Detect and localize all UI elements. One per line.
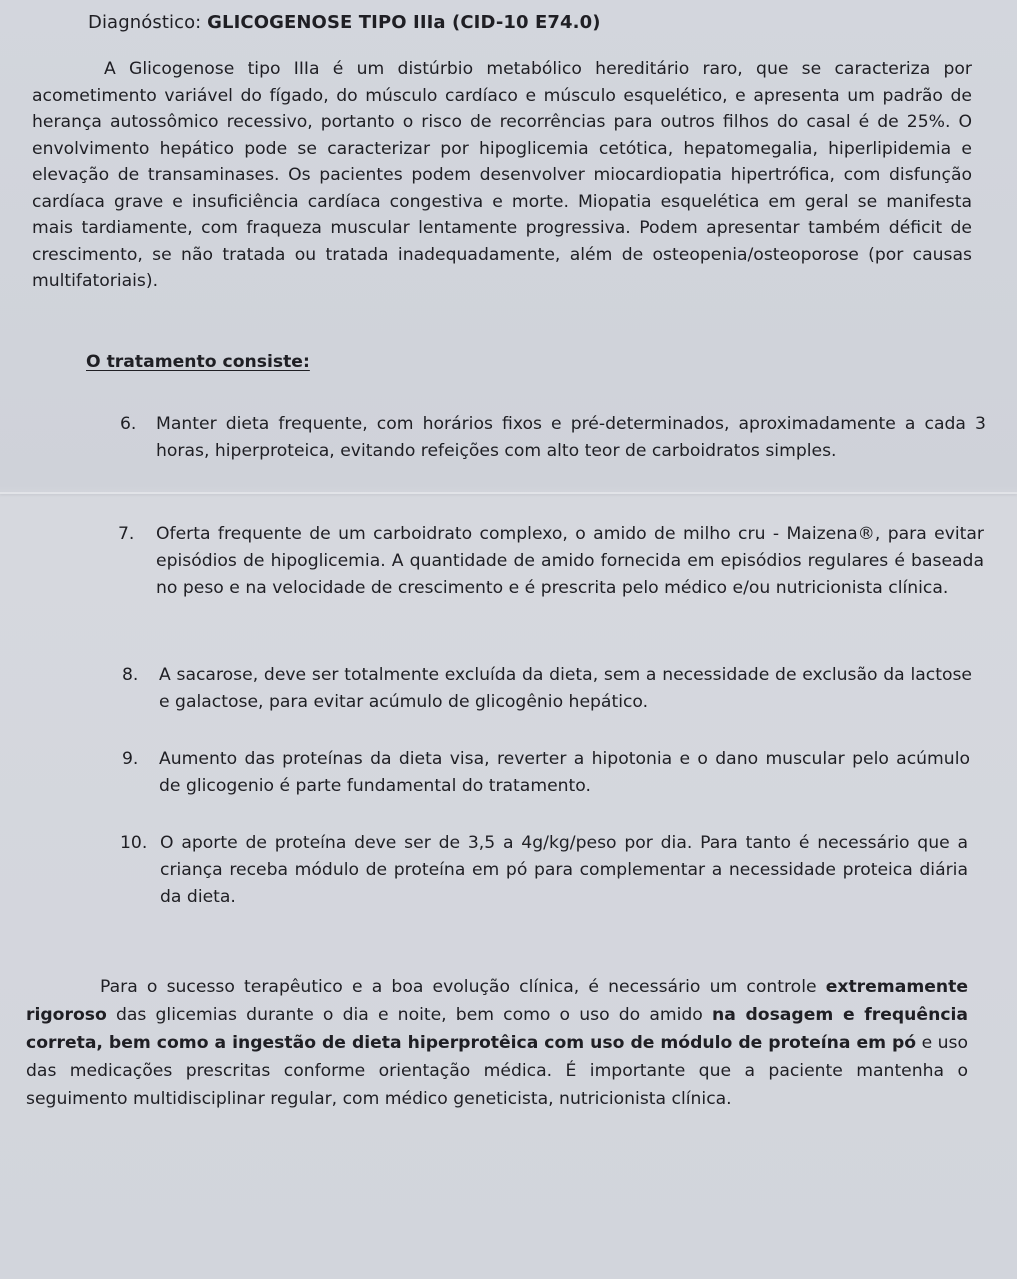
item-number: 6. <box>120 414 137 434</box>
item-number: 9. <box>122 749 139 769</box>
closing-paragraph <box>26 973 968 1113</box>
closing-text-1: Para o sucesso terapêutico e a boa evolução clínica, é necessário um controle <box>100 977 826 997</box>
item-number: 8. <box>122 665 139 685</box>
intro-paragraph: A Glicogenose tipo IIIa é um distúrbio metabólico hereditário raro, que se caracteriza por acometimento variável do fígado, do músculo cardíaco e músculo esquelético, e apresenta um padrão de herança autossômico recessivo, portanto o risco de recorrências para outros filhos do casal é de 25%. O envolvimento hepático pode se caracterizar por hipoglicemia cetótica, hepatomegalia, hiperlipidemia e elevação de transaminases. Os pacientes podem desenvolver miocardiopatia hipertrófica, com disfunção cardíaca grave e insuficiência cardíaca congestiva e morte. Miopatia esquelética em geral se manifesta mais tardiamente, com fraqueza muscular lentamente progressiva. Podem apresentar também déficit de crescimento, se não tratada ou tratada inadequadamente, além de osteopenia/osteoporose (por causas multifatoriais). <box>32 59 972 291</box>
item-text: A sacarose, deve ser totalmente excluída da dieta, sem a necessidade de exclusão da lactose e galactose, para evitar acúmulo de glicogênio hepático. <box>159 665 972 712</box>
diagnosis-label: Diagnóstico: <box>88 12 208 33</box>
item-text: O aporte de proteína deve ser de 3,5 a 4g/kg/peso por dia. Para tanto é necessário que a criança receba módulo de proteína em pó para complementar a necessidade proteica diária da dieta. <box>160 833 968 907</box>
treatment-item-6 <box>120 411 986 465</box>
item-text: Manter dieta frequente, com horários fixos e pré-determinados, aproximadamente a cada 3 horas, hiperproteica, evitando refeições com alto teor de carboidratos simples. <box>156 414 986 461</box>
closing-emphasis-2: na dosagem e frequência correta, bem como a ingestão de dieta hiperprotêica com uso de módulo de proteína em pó <box>26 1005 968 1053</box>
paper-fold <box>0 492 1017 494</box>
treatment-item-8 <box>122 662 972 716</box>
diagnosis-title: GLICOGENOSE TIPO IIIa (CID-10 E74.0) <box>207 12 601 33</box>
item-number: 7. <box>118 524 135 544</box>
closing-text-2: das glicemias durante o dia e noite, bem como o uso do amido <box>106 1005 712 1025</box>
closing-emphasis-1: extremamente rigoroso <box>26 977 968 1025</box>
item-text: Oferta frequente de um carboidrato complexo, o amido de milho cru - Maizena®, para evitar episódios de hipoglicemia. A quantidade de amido fornecida em episódios regulares é baseada no peso e na velocidade de crescimento e é prescrita pelo médico e/ou nutricionista clínica. <box>156 524 984 598</box>
item-text: Aumento das proteínas da dieta visa, reverter a hipotonia e o dano muscular pelo acúmulo de glicogenio é parte fundamental do tratamento. <box>159 749 970 796</box>
treatment-item-10 <box>120 830 968 911</box>
treatment-item-9 <box>122 746 970 800</box>
treatment-title: O tratamento consiste: <box>86 352 310 372</box>
item-number: 10. <box>120 833 148 853</box>
closing-text-3: e uso das medicações prescritas conforme orientação médica. É importante que a paciente mantenha o seguimento multidisciplinar regular, com médico geneticista, nutricionista clínica. <box>26 1033 968 1109</box>
treatment-item-7 <box>118 521 984 602</box>
diagnosis-heading <box>88 12 601 33</box>
